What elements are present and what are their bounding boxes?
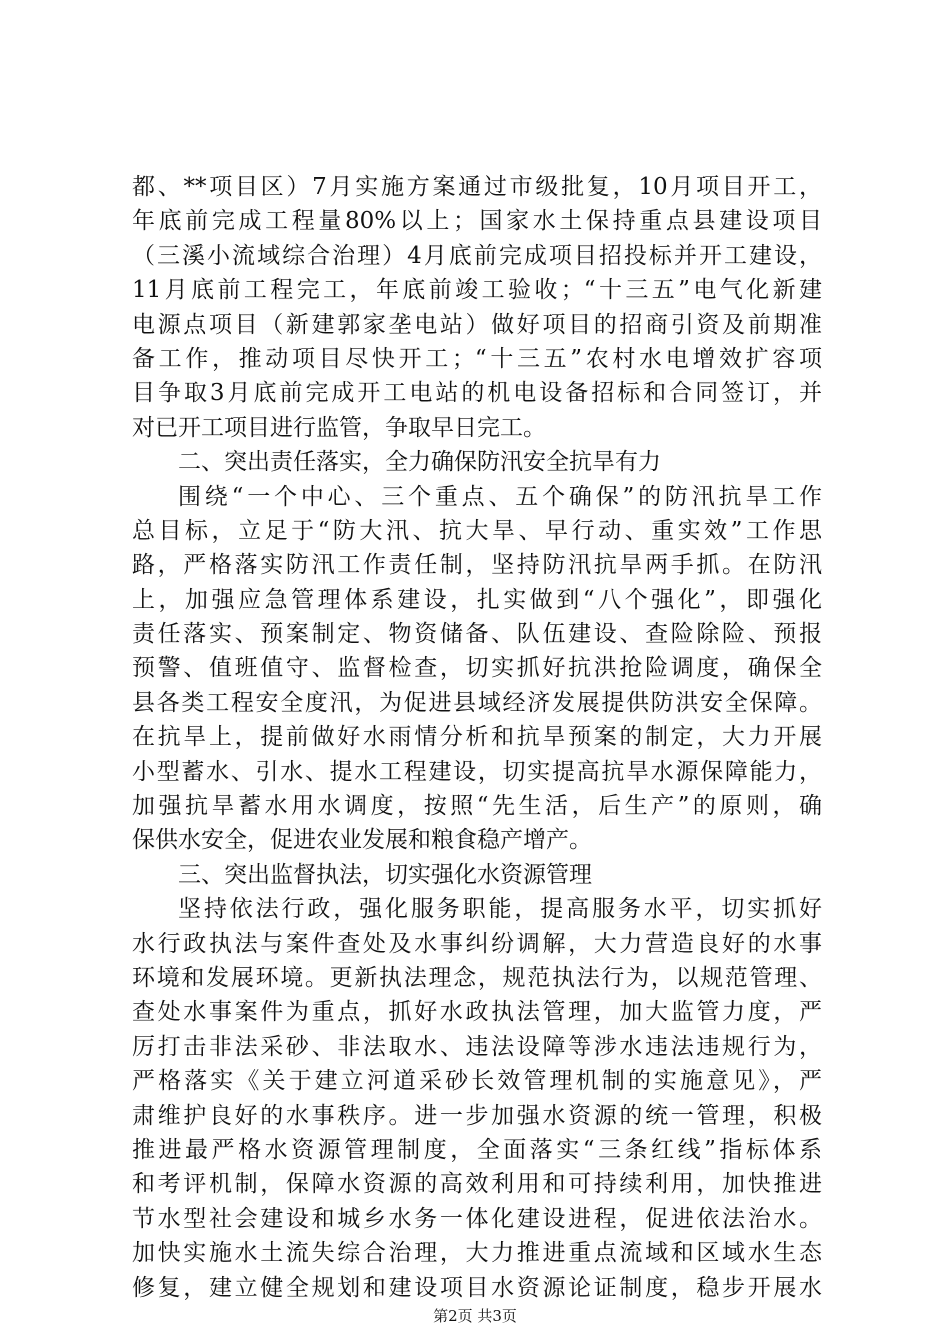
text-line: 总目标，立足于“防大汛、抗大旱、早行动、重实效”工作思 xyxy=(132,517,822,544)
text-line: 县各类工程安全度汛，为促进县域经济发展提供防洪安全保障。 xyxy=(132,689,822,716)
text-line: 肃维护良好的水事秩序。进一步加强水资源的统一管理，积极 xyxy=(132,1102,822,1129)
text-line: 节水型社会建设和城乡水务一体化建设进程，促进依法治水。 xyxy=(132,1205,822,1232)
text-line: 加强抗旱蓄水用水调度，按照“先生活，后生产”的原则，确 xyxy=(132,793,822,820)
text-line: 年底前完成工程量80%以上；国家水土保持重点县建设项目 xyxy=(132,208,822,235)
text-line: 11月底前工程完工，年底前竣工验收；“十三五”电气化新建 xyxy=(132,277,822,304)
text-line: 保供水安全，促进农业发展和粮食稳产增产。 xyxy=(132,827,592,854)
text-line: 和考评机制，保障水资源的高效利用和可持续利用，加快推进 xyxy=(132,1171,822,1198)
page-number-footer: 第2页 共3页 xyxy=(433,1307,517,1325)
text-line: 查处水事案件为重点，抓好水政执法管理，加大监管力度，严 xyxy=(132,999,822,1026)
text-line: 环境和发展环境。更新执法理念，规范执法行为，以规范管理、 xyxy=(132,964,822,991)
text-line: 厉打击非法采砂、非法取水、违法设障等涉水违法违规行为， xyxy=(132,1033,822,1060)
paragraph-first-line: 围绕“一个中心、三个重点、五个确保”的防汛抗旱工作 xyxy=(178,483,822,510)
text-line: 修复，建立健全规划和建设项目水资源论证制度，稳步开展水 xyxy=(132,1274,822,1301)
text-line: （三溪小流域综合治理）4月底前完成项目招投标并开工建设， xyxy=(132,242,822,269)
text-line: 预警、值班值守、监督检查，切实抓好抗洪抢险调度，确保全 xyxy=(132,655,822,682)
text-line: 都、**项目区）7月实施方案通过市级批复，10月项目开工， xyxy=(132,174,822,200)
text-line: 上，加强应急管理体系建设，扎实做到“八个强化”，即强化 xyxy=(132,586,822,613)
text-line: 严格落实《关于建立河道采砂长效管理机制的实施意见》，严 xyxy=(132,1068,822,1095)
text-line: 目争取3月底前完成开工电站的机电设备招标和合同签订，并 xyxy=(132,380,822,407)
text-line: 水行政执法与案件查处及水事纠纷调解，大力营造良好的水事 xyxy=(132,930,822,957)
document-body xyxy=(132,170,822,1305)
text-line: 对已开工项目进行监管，争取早日完工。 xyxy=(132,414,546,441)
section-heading: 三、突出监督执法，切实强化水资源管理 xyxy=(178,861,592,888)
paragraph-first-line: 坚持依法行政，强化服务职能，提高服务水平，切实抓好 xyxy=(178,896,822,923)
text-line: 加快实施水土流失综合治理，大力推进重点流域和区域水生态 xyxy=(132,1240,822,1267)
text-line: 责任落实、预案制定、物资储备、队伍建设、查险除险、预报 xyxy=(132,621,822,648)
text-line: 小型蓄水、引水、提水工程建设，切实提高抗旱水源保障能力， xyxy=(132,758,822,785)
text-line: 在抗旱上，提前做好水雨情分析和抗旱预案的制定，大力开展 xyxy=(132,724,822,751)
text-line: 推进最严格水资源管理制度，全面落实“三条红线”指标体系 xyxy=(132,1136,822,1163)
text-line: 电源点项目（新建郭家垄电站）做好项目的招商引资及前期准 xyxy=(132,311,822,338)
text-line: 备工作，推动项目尽快开工；“十三五”农村水电增效扩容项 xyxy=(132,345,822,372)
section-heading: 二、突出责任落实，全力确保防汛安全抗旱有力 xyxy=(178,449,661,476)
text-line: 路，严格落实防汛工作责任制，坚持防汛抗旱两手抓。在防汛 xyxy=(132,552,822,579)
